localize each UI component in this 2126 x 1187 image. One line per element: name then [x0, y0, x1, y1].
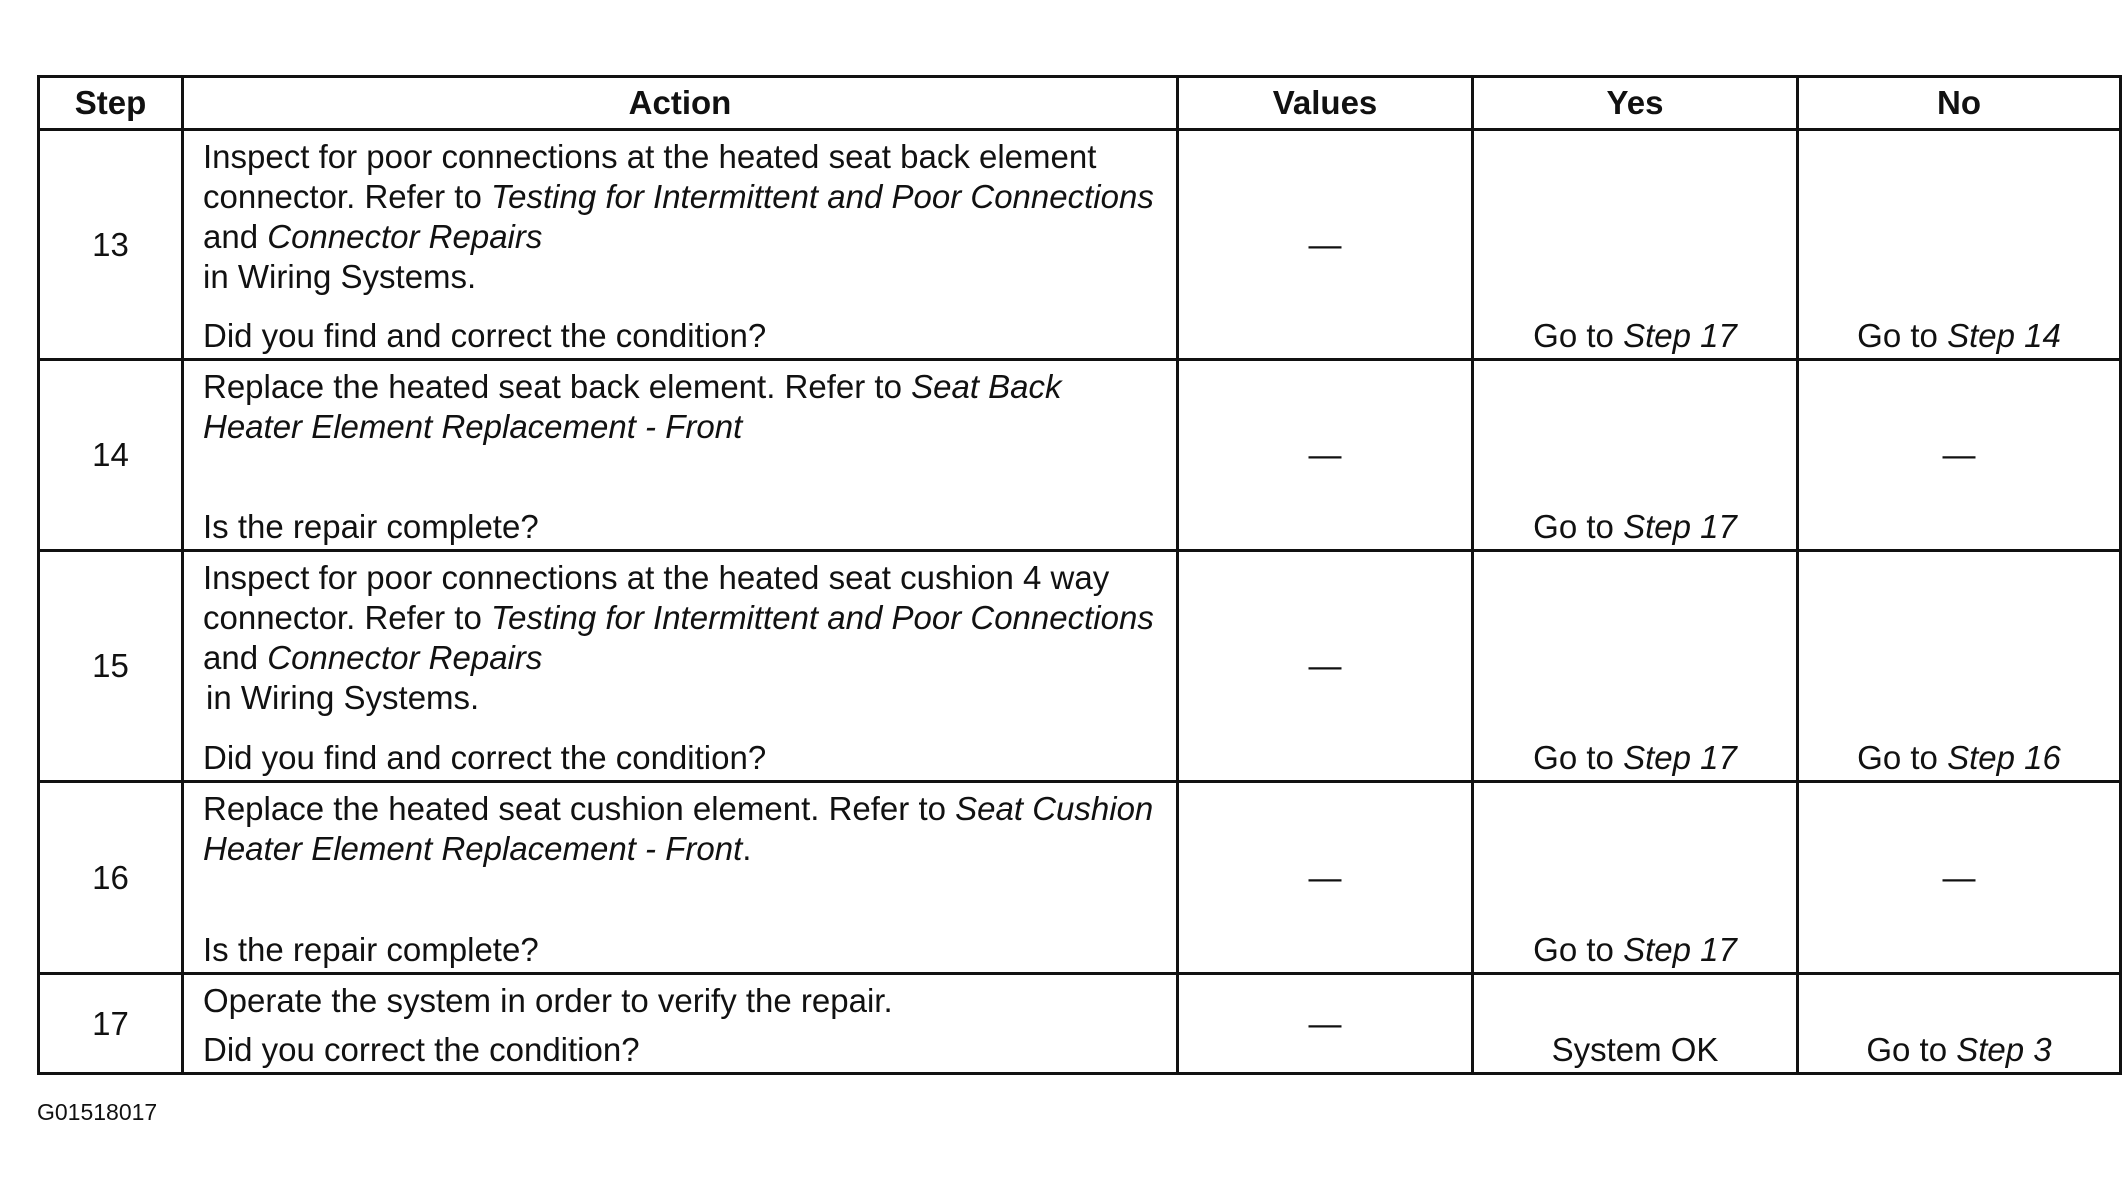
action-reference: Connector Repairs: [267, 218, 543, 255]
step-number: 14: [39, 360, 183, 551]
action-question: Is the repair complete?: [203, 508, 539, 545]
action-text-plain: .: [742, 830, 752, 867]
table-header-row: [39, 77, 2121, 130]
yes-prefix: Go to: [1533, 317, 1624, 354]
action-reference: Connector Repairs: [267, 639, 543, 676]
action-cell: [183, 551, 1178, 782]
action-text-plain: in Wiring Systems.: [203, 258, 477, 295]
table-row-step-17: [39, 974, 2121, 1074]
yes-prefix: Go to: [1533, 931, 1624, 968]
step-number: 15: [39, 551, 183, 782]
no-step-link: Step 16: [1947, 739, 2061, 776]
yes-step-link: Step 17: [1623, 739, 1737, 776]
no-cell: [1798, 974, 2121, 1074]
table-row-step-13: [39, 130, 2121, 360]
action-question: Is the repair complete?: [203, 931, 539, 968]
action-text-plain: and: [203, 218, 268, 255]
action-text: [203, 789, 1168, 869]
yes-prefix: Go to: [1533, 739, 1624, 776]
action-reference: Testing for Intermittent and Poor Connections: [491, 599, 1154, 636]
yes-value: System OK: [1551, 1031, 1719, 1068]
header-values: Values: [1178, 77, 1473, 130]
no-cell: [1798, 360, 2121, 551]
action-question: Did you find and correct the condition?: [203, 739, 767, 776]
yes-step-link: Step 17: [1623, 317, 1737, 354]
values-cell: —: [1178, 974, 1473, 1074]
no-step-link: Step 3: [1956, 1031, 2052, 1068]
yes-step-link: Step 17: [1623, 931, 1737, 968]
action-reference: Seat Back Heater Element Replacement - Front: [203, 368, 1062, 445]
action-cell: [183, 360, 1178, 551]
action-question: Did you find and correct the condition?: [203, 317, 767, 354]
yes-cell: [1473, 974, 1798, 1074]
no-prefix: Go to: [1857, 317, 1948, 354]
yes-cell: [1473, 551, 1798, 782]
no-value: —: [1942, 858, 1976, 896]
action-cell: [183, 782, 1178, 974]
yes-cell: [1473, 130, 1798, 360]
action-cell: [183, 130, 1178, 360]
table-row-step-16: [39, 782, 2121, 974]
header-action: Action: [183, 77, 1178, 130]
action-text: [203, 367, 1168, 447]
header-no: No: [1798, 77, 2121, 130]
action-reference: Testing for Intermittent and Poor Connections: [491, 178, 1154, 215]
action-text-plain: Inspect for poor connections at the heated seat cushion 4 way connector. Refer to: [203, 559, 1110, 636]
yes-step-link: Step 17: [1623, 508, 1737, 545]
no-cell: [1798, 782, 2121, 974]
table-row-step-15: [39, 551, 2121, 782]
action-reference: Seat Cushion Heater Element Replacement - Front: [203, 790, 1154, 867]
action-text: [203, 981, 1168, 1021]
step-number: 13: [39, 130, 183, 360]
action-text: [203, 137, 1168, 297]
no-step-link: Step 14: [1947, 317, 2061, 354]
header-yes: Yes: [1473, 77, 1798, 130]
diagnostic-table: [37, 75, 2122, 1075]
header-step: Step: [39, 77, 183, 130]
values-cell: —: [1178, 782, 1473, 974]
values-cell: —: [1178, 130, 1473, 360]
action-text-plain: Replace the heated seat cushion element. Refer to: [203, 790, 956, 827]
no-prefix: Go to: [1857, 739, 1948, 776]
no-value: —: [1942, 436, 1976, 473]
table-row-step-14: [39, 360, 2121, 551]
step-number: 17: [39, 974, 183, 1074]
action-cell: [183, 974, 1178, 1074]
values-cell: —: [1178, 360, 1473, 551]
no-prefix: Go to: [1866, 1031, 1957, 1068]
action-question: Did you correct the condition?: [203, 1031, 640, 1068]
action-text-plain: Replace the heated seat back element. Refer to: [203, 368, 912, 405]
action-text: [203, 558, 1168, 718]
no-cell: [1798, 130, 2121, 360]
yes-cell: [1473, 782, 1798, 974]
figure-id: G01518017: [37, 1099, 158, 1125]
yes-cell: [1473, 360, 1798, 551]
action-text-plain: Operate the system in order to verify the repair.: [203, 982, 893, 1019]
action-text-plain: and: [203, 639, 268, 676]
action-text-plain: Inspect for poor connections at the heated seat back element connector. Refer to: [203, 138, 1097, 215]
no-cell: [1798, 551, 2121, 782]
yes-prefix: Go to: [1533, 508, 1624, 545]
action-text-plain: in Wiring Systems.: [206, 679, 480, 716]
values-cell: —: [1178, 551, 1473, 782]
step-number: 16: [39, 782, 183, 974]
